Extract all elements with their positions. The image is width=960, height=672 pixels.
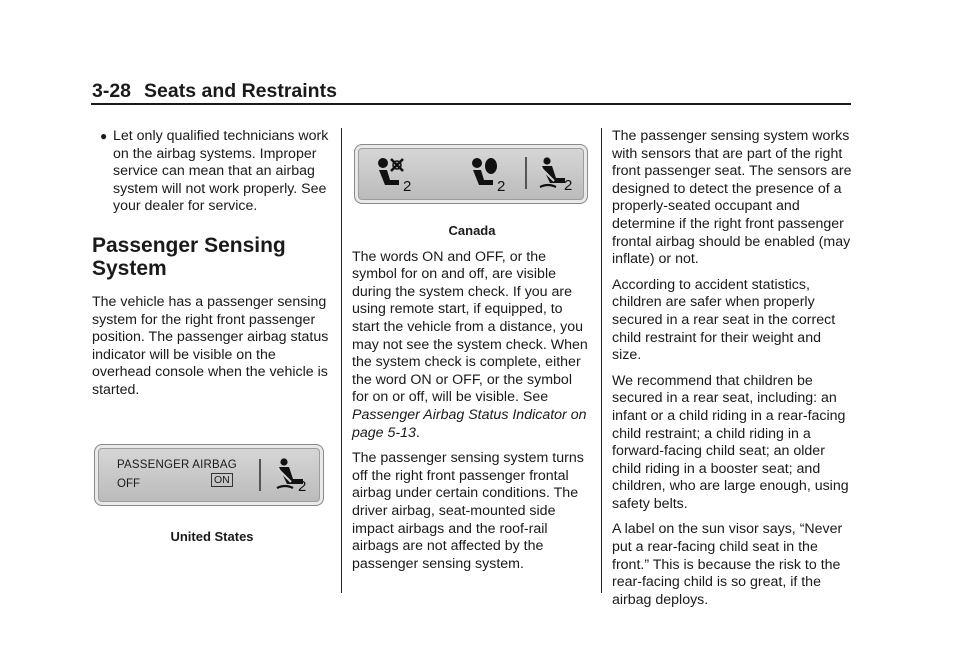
panel-ca-num-1: 2 [403, 178, 412, 193]
seatbelt-icon [273, 457, 313, 493]
column-divider-2 [601, 128, 602, 593]
column-divider-1 [341, 128, 342, 593]
bullet-text: Let only qualified technicians work on the airbag systems. Improper service can mean that an airbag system will not work properly. See your dealer for service. [113, 128, 329, 215]
us-airbag-indicator-panel [94, 444, 324, 506]
system-check-end: . [415, 424, 420, 441]
panel-us-num: 2 [298, 477, 307, 493]
section-title: Seats and Restraints [144, 80, 337, 102]
header-rule [91, 103, 851, 105]
canada-airbag-indicator-panel [354, 144, 588, 204]
airbag-on-icon [467, 155, 515, 193]
intro-paragraph: The vehicle has a passenger sensing system for the right front passenger position. The passenger airbag status indicator will be visible on the overhead console when the vehicle is started. [92, 293, 329, 398]
page-number: 3-28 [92, 80, 132, 102]
recommendation-paragraph: We recommend that children be secured in a rear seat, including: an infant or a child riding in a rear-facing child restraint; a child riding in a forward-facing child seat; an older child riding in a booster seat; and children, who are large enough, using safety belts. [612, 372, 849, 512]
airbag-off-icon [373, 155, 421, 193]
column-1 [92, 128, 332, 545]
bullet-icon: ● [100, 129, 108, 143]
sensing-system-paragraph: The passenger sensing system turns off the right front passenger frontal airbag under certain conditions. The driver airbag, seat-mounted side impact airbags and the roof-rail airbags are not affected by the passenger sensing system. [352, 450, 584, 572]
cross-reference-link[interactable]: Passenger Airbag Status Indicator on page 5‑13 [352, 406, 587, 441]
caption-canada: Canada [448, 223, 496, 238]
panel-ca-num-3: 2 [564, 177, 573, 193]
panel-on-label: ON [211, 473, 233, 487]
panel-off-label: OFF [117, 477, 140, 490]
system-check-paragraph [352, 249, 592, 443]
caption-us: United States [170, 528, 254, 544]
section-heading: Passenger Sensing System [92, 233, 286, 281]
bullet-item [92, 128, 332, 216]
panel-separator [525, 157, 527, 189]
column-3 [612, 128, 854, 617]
page-header [92, 80, 337, 103]
panel-separator [259, 459, 261, 491]
sensors-paragraph: The passenger sensing system works with sensors that are part of the right front passenger seat. The sensors are designed to detect the presence of a properly-seated occupant and determine if the right front passenger frontal airbag should be enabled (may inflate) or not. [612, 128, 852, 268]
statistics-paragraph: According to accident statistics, children are safer when properly secured in a rear seat in the correct child restraint for their weight and size. [612, 276, 836, 364]
system-check-text: The words ON and OFF, or the symbol for on and off, are visible during the system check. If you are using remote start, if equipped, to start the vehicle from a distance, you may not see the system check. When the system check is complete, either the word ON or OFF, or the symbol for on or off, will be visible. See [352, 248, 588, 406]
seatbelt-icon [535, 155, 581, 193]
sun-visor-paragraph: A label on the sun visor says, “Never put a rear-facing child seat in the front.” This is because the risk to the rear-facing child is so great, if the airbag deploys. [612, 521, 843, 608]
panel-ca-num-2: 2 [497, 178, 506, 193]
panel-passenger-airbag-label: PASSENGER AIRBAG [117, 458, 237, 471]
column-2 [352, 128, 592, 581]
